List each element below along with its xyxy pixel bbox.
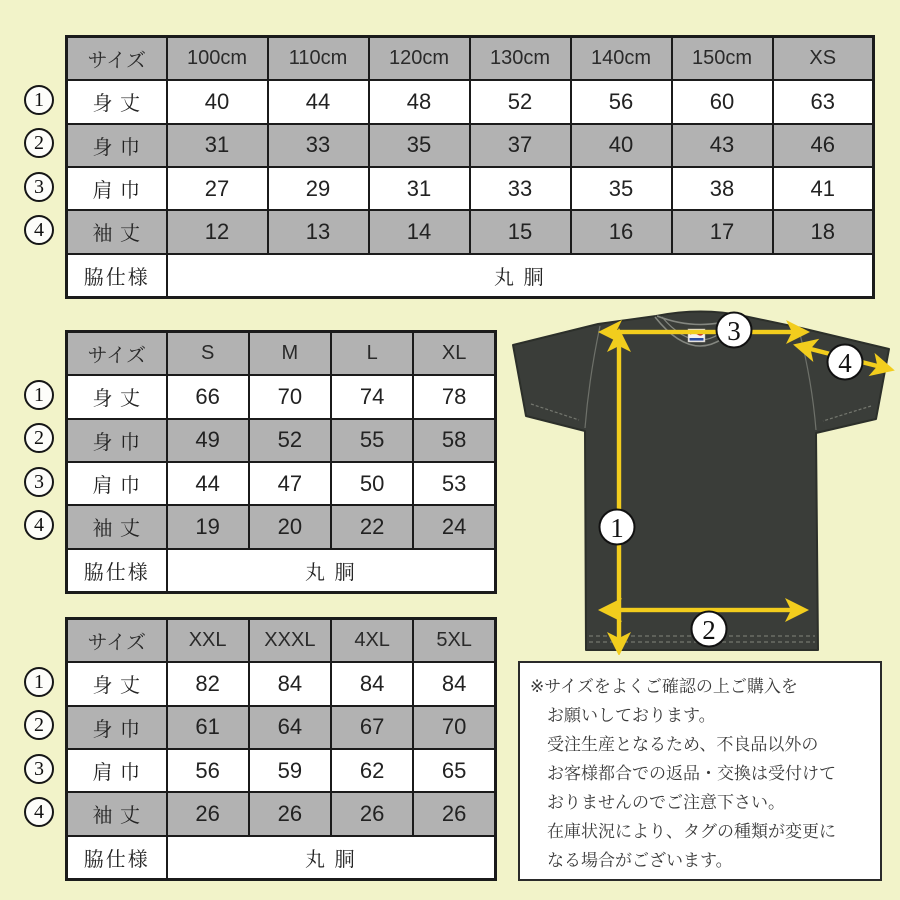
- measurement-label: 身 丈: [67, 662, 167, 705]
- size-value: 13: [268, 210, 369, 253]
- size-table-big: [65, 617, 497, 881]
- size-column-header: 150cm: [672, 37, 773, 81]
- row-marker-2: 2: [24, 423, 54, 453]
- size-column-header: XS: [773, 37, 874, 81]
- size-value: 60: [672, 80, 773, 123]
- size-column-header: XXXL: [249, 619, 331, 663]
- purchase-notice-box: [518, 661, 882, 881]
- size-column-header: 4XL: [331, 619, 413, 663]
- size-column-header: XL: [413, 332, 495, 376]
- row-marker-2: 2: [24, 128, 54, 158]
- measurement-label: 身 巾: [67, 419, 167, 462]
- size-value: 12: [167, 210, 268, 253]
- size-value: 26: [167, 792, 249, 835]
- measurement-label: 袖 丈: [67, 792, 167, 835]
- measurement-label: 身 巾: [67, 124, 167, 167]
- notice-line: お願いしております。: [547, 706, 716, 725]
- size-value: 52: [470, 80, 571, 123]
- measure-label-2: [692, 612, 727, 647]
- measure-label-3-number: 3: [727, 316, 741, 346]
- row-marker-3: 3: [24, 172, 54, 202]
- side-spec-label: 脇仕様: [67, 549, 167, 593]
- size-value: 40: [571, 124, 672, 167]
- size-value: 58: [413, 419, 495, 462]
- measurement-label: 身 丈: [67, 375, 167, 418]
- side-spec-label: 脇仕様: [67, 836, 167, 880]
- size-value: 40: [167, 80, 268, 123]
- measurement-label: 肩 巾: [67, 167, 167, 210]
- size-value: 53: [413, 462, 495, 505]
- size-table-kids: [65, 35, 875, 299]
- size-value: 56: [571, 80, 672, 123]
- size-header-label: サイズ: [67, 37, 167, 81]
- notice-line: ※サイズをよくご確認の上ご購入を: [530, 677, 798, 696]
- size-table-adult: [65, 330, 497, 594]
- size-value: 74: [331, 375, 413, 418]
- size-value: 38: [672, 167, 773, 210]
- size-value: 66: [167, 375, 249, 418]
- size-value: 56: [167, 749, 249, 792]
- size-column-header: S: [167, 332, 249, 376]
- size-value: 49: [167, 419, 249, 462]
- size-value: 82: [167, 662, 249, 705]
- size-value: 61: [167, 706, 249, 749]
- measurement-label: 肩 巾: [67, 462, 167, 505]
- size-value: 35: [369, 124, 470, 167]
- row-marker-1: 1: [24, 667, 54, 697]
- measure-label-3: [717, 313, 752, 348]
- size-column-header: 100cm: [167, 37, 268, 81]
- size-value: 14: [369, 210, 470, 253]
- size-value: 33: [470, 167, 571, 210]
- size-value: 78: [413, 375, 495, 418]
- size-value: 31: [369, 167, 470, 210]
- size-value: 41: [773, 167, 874, 210]
- row-marker-1: 1: [24, 85, 54, 115]
- side-spec-label: 脇仕様: [67, 254, 167, 298]
- measure-label-2-number: 2: [702, 615, 716, 645]
- size-value: 35: [571, 167, 672, 210]
- size-value: 17: [672, 210, 773, 253]
- row-marker-2: 2: [24, 710, 54, 740]
- measurement-label: 袖 丈: [67, 505, 167, 548]
- size-column-header: M: [249, 332, 331, 376]
- size-value: 24: [413, 505, 495, 548]
- size-header-label: サイズ: [67, 332, 167, 376]
- size-value: 16: [571, 210, 672, 253]
- size-value: 47: [249, 462, 331, 505]
- size-column-header: 110cm: [268, 37, 369, 81]
- size-value: 31: [167, 124, 268, 167]
- size-value: 19: [167, 505, 249, 548]
- size-table-big: [65, 617, 497, 881]
- row-marker-3: 3: [24, 754, 54, 784]
- size-value: 29: [268, 167, 369, 210]
- row-marker-4: 4: [24, 215, 54, 245]
- size-value: 48: [369, 80, 470, 123]
- size-value: 55: [331, 419, 413, 462]
- measurement-label: 身 巾: [67, 706, 167, 749]
- notice-line: お客様都合での返品・交換は受付けて: [547, 764, 836, 783]
- size-table-adult: [65, 330, 497, 594]
- notice-line: なる場合がございます。: [547, 851, 733, 870]
- side-spec-value: 丸 胴: [167, 254, 874, 298]
- size-value: 27: [167, 167, 268, 210]
- size-value: 37: [470, 124, 571, 167]
- size-value: 65: [413, 749, 495, 792]
- size-value: 22: [331, 505, 413, 548]
- measure-label-4-number: 4: [838, 348, 852, 378]
- size-value: 20: [249, 505, 331, 548]
- size-value: 46: [773, 124, 874, 167]
- size-value: 67: [331, 706, 413, 749]
- measurement-label: 身 丈: [67, 80, 167, 123]
- notice-line: おりませんのでご注意下さい。: [547, 793, 785, 812]
- size-header-label: サイズ: [67, 619, 167, 663]
- size-column-header: 120cm: [369, 37, 470, 81]
- size-value: 15: [470, 210, 571, 253]
- size-value: 59: [249, 749, 331, 792]
- size-value: 26: [249, 792, 331, 835]
- size-column-header: 130cm: [470, 37, 571, 81]
- measure-label-4: [828, 345, 863, 380]
- row-marker-3: 3: [24, 467, 54, 497]
- size-column-header: 140cm: [571, 37, 672, 81]
- size-value: 18: [773, 210, 874, 253]
- tshirt-measurement-diagram: [505, 303, 900, 655]
- tshirt-diagram-svg: [505, 303, 900, 655]
- size-column-header: XXL: [167, 619, 249, 663]
- size-value: 64: [249, 706, 331, 749]
- size-table-kids: [65, 35, 875, 299]
- side-spec-value: 丸 胴: [167, 836, 496, 880]
- side-spec-value: 丸 胴: [167, 549, 496, 593]
- measurement-label: 袖 丈: [67, 210, 167, 253]
- size-value: 70: [249, 375, 331, 418]
- size-value: 52: [249, 419, 331, 462]
- row-marker-1: 1: [24, 380, 54, 410]
- size-value: 84: [331, 662, 413, 705]
- measure-label-1-number: 1: [610, 513, 624, 543]
- size-column-header: L: [331, 332, 413, 376]
- row-marker-4: 4: [24, 510, 54, 540]
- size-value: 44: [167, 462, 249, 505]
- size-value: 26: [331, 792, 413, 835]
- size-value: 33: [268, 124, 369, 167]
- notice-line: 在庫状況により、タグの種類が変更に: [547, 822, 836, 841]
- size-value: 44: [268, 80, 369, 123]
- size-value: 70: [413, 706, 495, 749]
- size-value: 43: [672, 124, 773, 167]
- size-column-header: 5XL: [413, 619, 495, 663]
- row-marker-4: 4: [24, 797, 54, 827]
- size-value: 84: [413, 662, 495, 705]
- size-value: 50: [331, 462, 413, 505]
- size-value: 63: [773, 80, 874, 123]
- notice-line: 受注生産となるため、不良品以外の: [547, 735, 819, 754]
- size-value: 26: [413, 792, 495, 835]
- measure-label-1: [600, 510, 635, 545]
- size-value: 84: [249, 662, 331, 705]
- size-value: 62: [331, 749, 413, 792]
- measurement-label: 肩 巾: [67, 749, 167, 792]
